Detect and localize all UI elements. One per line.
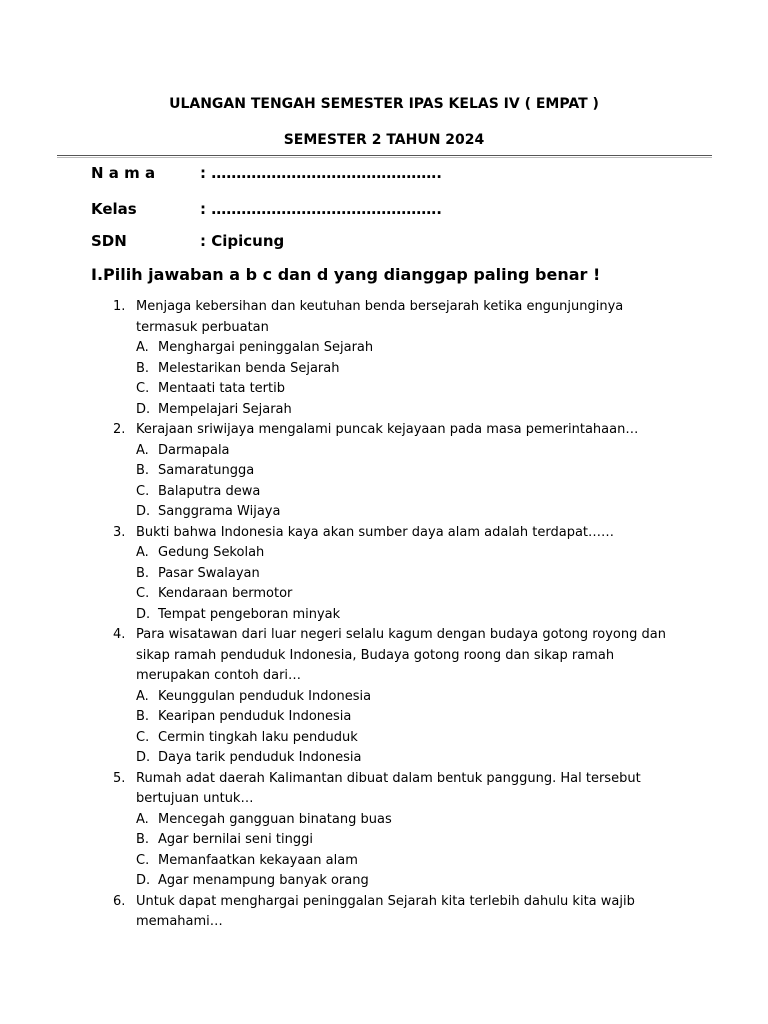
question-item: [0, 523, 676, 544]
question-number: 6.: [113, 893, 126, 909]
option-item: [0, 810, 768, 831]
header-divider-shadow: [57, 157, 712, 158]
option-letter: D.: [136, 504, 151, 519]
option-letter: B.: [136, 565, 150, 581]
question-number: 1.: [113, 299, 126, 314]
option-item: [0, 707, 768, 728]
option-letter: A.: [136, 442, 149, 458]
exam-subtitle: SEMESTER 2 TAHUN 2024: [283, 132, 485, 148]
option-text: Gedung Sekolah: [158, 545, 265, 560]
option-letter: B.: [136, 360, 150, 376]
option-text: Daya tarik penduduk Indonesia: [158, 750, 362, 765]
option-text: Mempelajari Sejarah: [158, 401, 292, 417]
question-text: Menjaga kebersihan dan keutuhan benda bersejarah ketika engunjunginya termasuk perbuatan: [136, 299, 624, 335]
question-number: 4.: [113, 627, 126, 642]
question-text: Rumah adat daerah Kalimantan dibuat dalam bentuk panggung. Hal tersebut bertujuan untuk…: [136, 770, 641, 806]
question-item: [0, 297, 676, 338]
option-text: Kendaraan bermotor: [158, 586, 293, 601]
option-text: Sanggrama Wijaya: [158, 504, 281, 519]
option-letter: D.: [136, 401, 151, 417]
question-item: [0, 892, 676, 933]
field-kelas-value: : ……………………………………….: [200, 200, 442, 218]
option-text: Agar menampung banyak orang: [158, 873, 369, 888]
option-item: [0, 379, 768, 400]
option-letter: B.: [136, 463, 150, 478]
question-text: Para wisatawan dari luar negeri selalu kagum dengan budaya gotong royong dan sikap ramah penduduk Indonesia, Budaya gotong roong dan sikap ramah merupakan contoh dari…: [136, 627, 666, 683]
option-letter: C.: [136, 586, 150, 601]
option-text: Menghargai peninggalan Sejarah: [158, 340, 374, 355]
question-item: [0, 769, 676, 810]
question-text: Kerajaan sriwijaya mengalami puncak kejayaan pada masa pemerintahaan…: [136, 422, 639, 437]
question-number: 5.: [113, 770, 126, 786]
option-item: [0, 502, 768, 523]
option-item: [0, 830, 768, 851]
option-letter: D.: [136, 750, 151, 765]
option-letter: A.: [136, 545, 149, 560]
option-text: Pasar Swalayan: [158, 565, 260, 581]
option-text: Mentaati tata tertib: [158, 381, 285, 396]
option-letter: A.: [136, 688, 149, 704]
option-item: [0, 400, 768, 421]
option-letter: C.: [136, 381, 150, 396]
option-text: Cermin tingkah laku penduduk: [158, 729, 358, 745]
option-item: [0, 482, 768, 503]
field-kelas-label: Kelas: [91, 200, 137, 218]
option-text: Agar bernilai seni tinggi: [158, 832, 313, 847]
section-instruction: I.Pilih jawaban a b c dan d yang dianggap paling benar !: [91, 265, 601, 284]
option-text: Melestarikan benda Sejarah: [158, 360, 340, 376]
question-item: [0, 420, 676, 441]
option-letter: B.: [136, 709, 150, 724]
option-text: Tempat pengeboran minyak: [158, 606, 341, 622]
option-text: Darmapala: [158, 442, 230, 458]
field-nama-label: N a m a: [91, 164, 156, 182]
option-item: [0, 441, 768, 462]
option-item: [0, 461, 768, 482]
option-item: [0, 543, 768, 564]
option-item: [0, 584, 768, 605]
option-letter: A.: [136, 811, 149, 827]
field-sdn-value: : Cipicung: [200, 232, 285, 250]
option-letter: C.: [136, 852, 150, 868]
field-sdn-label: SDN: [91, 232, 127, 250]
option-letter: C.: [136, 729, 150, 745]
option-letter: D.: [136, 606, 151, 622]
option-letter: A.: [136, 340, 149, 355]
field-nama-value: : ……………………………………….: [200, 164, 442, 182]
option-item: [0, 564, 768, 585]
option-letter: B.: [136, 832, 150, 847]
option-item: [0, 871, 768, 892]
option-letter: C.: [136, 483, 150, 499]
question-item: [0, 625, 676, 687]
option-text: Samaratungga: [158, 463, 255, 478]
option-text: Memanfaatkan kekayaan alam: [158, 852, 358, 868]
option-letter: D.: [136, 873, 151, 888]
exam-title: ULANGAN TENGAH SEMESTER IPAS KELAS IV ( EMPAT ): [169, 96, 599, 112]
option-text: Mencegah gangguan binatang buas: [158, 811, 392, 827]
option-item: [0, 748, 768, 769]
option-item: [0, 359, 768, 380]
option-item: [0, 605, 768, 626]
question-list: [0, 297, 768, 933]
option-text: Balaputra dewa: [158, 483, 261, 499]
option-text: Kearipan penduduk Indonesia: [158, 709, 352, 724]
option-item: [0, 851, 768, 872]
option-item: [0, 728, 768, 749]
option-item: [0, 338, 768, 359]
question-text: Bukti bahwa Indonesia kaya akan sumber daya alam adalah terdapat……: [136, 524, 615, 540]
header-divider: [57, 155, 712, 156]
option-item: [0, 687, 768, 708]
question-number: 3.: [113, 524, 126, 540]
option-text: Keunggulan penduduk Indonesia: [158, 688, 372, 704]
question-number: 2.: [113, 422, 126, 437]
question-text: Untuk dapat menghargai peninggalan Sejarah kita terlebih dahulu kita wajib memahami…: [136, 893, 635, 929]
